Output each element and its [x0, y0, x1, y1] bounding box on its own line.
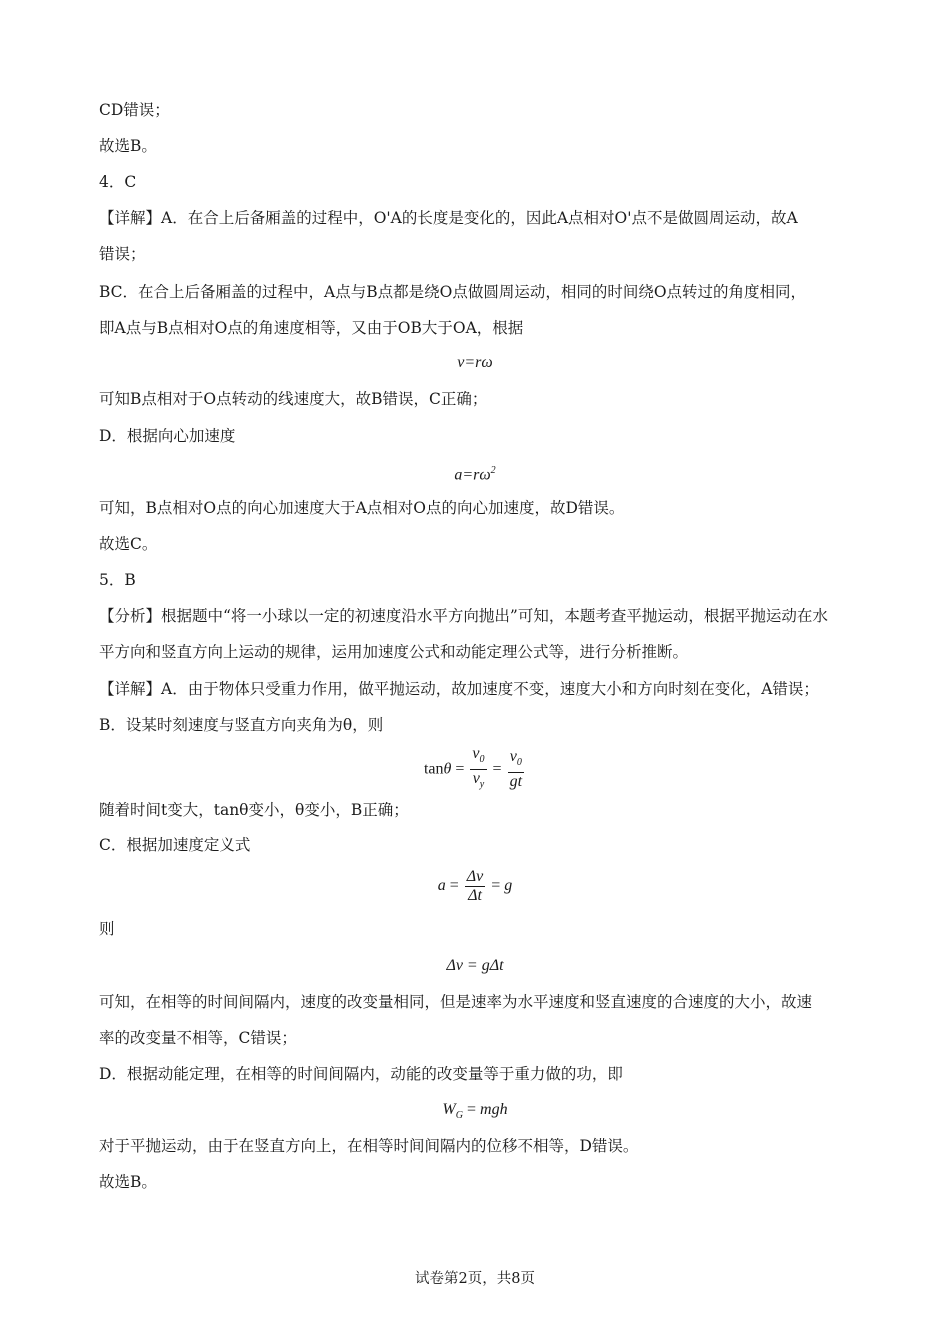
text-line: 【详解】A．由于物体只受重力作用，做平抛运动，故加速度不变，速度大小和方向时刻在变化，A错误； [99, 680, 819, 698]
equation-a-r-omega-squared [0, 460, 950, 486]
text-line: 则 [99, 920, 115, 938]
text-line: C．根据加速度定义式 [99, 836, 251, 854]
text-line: 率的改变量不相等，C错误； [99, 1029, 297, 1047]
eq-theta: θ [443, 760, 452, 778]
subscript: y [479, 779, 485, 791]
text-line: 随着时间t变大，tanθ变小，θ变小，B正确； [99, 801, 409, 819]
text-line: 可知，B点相对O点的向心加速度大于A点相对O点的向心加速度，故D错误。 [99, 499, 625, 517]
eq-rhs: g [504, 877, 513, 895]
equation-superscript: 2 [490, 465, 496, 476]
numerator: v [509, 748, 517, 766]
eq-equals: = [449, 877, 459, 895]
subscript: 0 [516, 757, 522, 769]
denominator: Δt [468, 887, 482, 904]
subscript: G [455, 1110, 463, 1122]
eq-lhs: a [437, 877, 446, 895]
text-line: 【分析】根据题中“将一小球以一定的初速度沿水平方向抛出”可知，本题考查平抛运动，根据平抛运动在水 [99, 607, 828, 625]
text-line: BC．在合上后备厢盖的过程中，A点与B点都是绕O点做圆周运动，相同的时间绕O点转过的角度相同， [99, 283, 807, 301]
eq-tan: tan [423, 760, 444, 778]
denominator: v [472, 770, 480, 788]
eq-lhs: W [442, 1101, 456, 1118]
equation-wg-mgh [0, 1099, 950, 1127]
eq-equals: = [466, 1101, 477, 1118]
text-line: 即A点与B点相对O点的角速度相等，又由于OB大于OA，根据 [99, 319, 524, 337]
text-line: 对于平抛运动，由于在竖直方向上，在相等时间间隔内的位移不相等，D错误。 [99, 1137, 639, 1155]
question-number: 4．C [99, 173, 137, 191]
text-line: 【详解】A．在合上后备厢盖的过程中，O'A的长度是变化的，因此A点相对O'点不是做圆周运动，故A [99, 209, 798, 227]
text-line: 错误； [99, 245, 146, 263]
text-line: 可知，在相等的时间间隔内，速度的改变量相同，但是速率为水平速度和竖直速度的合速度的大小，故速 [99, 993, 813, 1011]
fraction-dv-dt [465, 868, 486, 905]
text-line: CD错误； [99, 101, 170, 119]
fraction-v0-vy [470, 745, 486, 794]
page-footer: 试卷第2页，共8页 [415, 1271, 535, 1287]
subscript: 0 [479, 754, 485, 766]
numerator: v [472, 745, 480, 762]
text-line: D．根据动能定理，在相等的时间间隔内，动能的改变量等于重力做的功，即 [99, 1065, 623, 1083]
eq-equals: = [492, 760, 502, 778]
fraction-v0-gt [508, 748, 524, 791]
equation-a-dv-dt [0, 868, 950, 905]
text-line: 故选B。 [99, 1173, 157, 1191]
text-line: 故选C。 [99, 535, 158, 553]
equation-tan-theta [0, 745, 950, 794]
equation-dv-g-dt: Δv = gΔt [446, 957, 504, 974]
eq-equals: = [455, 760, 465, 778]
question-number: 5．B [99, 571, 136, 589]
equation-v-r-omega: v=rω [457, 354, 493, 371]
equation-main: a=rω [454, 466, 491, 484]
text-line: D．根据向心加速度 [99, 427, 236, 445]
text-line: 平方向和竖直方向上运动的规律，运用加速度公式和动能定理公式等，进行分析推断。 [99, 643, 689, 661]
text-line: 故选B。 [99, 137, 157, 155]
eq-rhs: mgh [480, 1101, 508, 1118]
denominator: gt [509, 773, 523, 791]
numerator: Δv [466, 868, 484, 885]
text-line: B．设某时刻速度与竖直方向夹角为θ，则 [99, 716, 384, 734]
eq-equals: = [491, 877, 501, 895]
text-line: 可知B点相对于O点转动的线速度大，故B错误，C正确； [99, 390, 488, 408]
